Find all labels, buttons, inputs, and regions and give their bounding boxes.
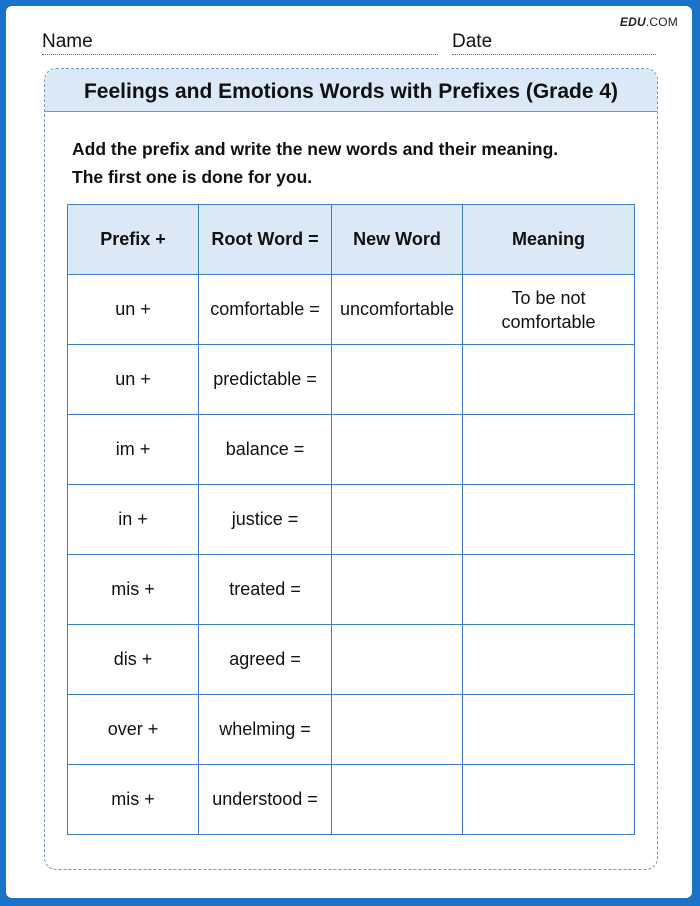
- meaning-input[interactable]: [463, 555, 635, 625]
- meaning-input[interactable]: [463, 345, 635, 415]
- table-row: [68, 765, 635, 835]
- new-word-input[interactable]: [332, 415, 463, 485]
- prefix-cell: mis +: [68, 555, 199, 625]
- table-row: [68, 485, 635, 555]
- new-word-input[interactable]: [332, 345, 463, 415]
- meaning-input[interactable]: [463, 485, 635, 555]
- date-label: Date: [452, 31, 493, 52]
- prefix-cell: un +: [68, 275, 199, 345]
- root-word-cell: predictable =: [199, 345, 332, 415]
- name-field[interactable]: [42, 30, 438, 55]
- table-row: [68, 555, 635, 625]
- new-word-input[interactable]: [332, 695, 463, 765]
- date-field[interactable]: [452, 30, 656, 55]
- brand-logo: EDU.COM: [619, 15, 678, 29]
- worksheet-card: [44, 68, 658, 870]
- meaning-input[interactable]: [463, 765, 635, 835]
- root-word-cell: justice =: [199, 485, 332, 555]
- worksheet-title: Feelings and Emotions Words with Prefixes (Grade 4): [45, 69, 657, 112]
- meaning-line-2: comfortable: [501, 311, 596, 332]
- prefix-table: [67, 204, 635, 835]
- table-row: [68, 275, 635, 345]
- new-word-input[interactable]: [332, 765, 463, 835]
- meaning-input[interactable]: [463, 625, 635, 695]
- header-meaning: Meaning: [463, 205, 635, 275]
- root-word-cell: comfortable =: [199, 275, 332, 345]
- instructions: [72, 135, 642, 191]
- prefix-cell: over +: [68, 695, 199, 765]
- new-word-input[interactable]: [332, 485, 463, 555]
- meaning-line-1: To be not: [511, 287, 586, 308]
- prefix-cell: im +: [68, 415, 199, 485]
- header-prefix: Prefix +: [68, 205, 199, 275]
- worksheet-page: [6, 6, 692, 898]
- instructions-line-2: The first one is done for you.: [72, 167, 313, 187]
- root-word-cell: balance =: [199, 415, 332, 485]
- prefix-cell: mis +: [68, 765, 199, 835]
- table-row: [68, 415, 635, 485]
- meaning-input[interactable]: [463, 695, 635, 765]
- table-row: [68, 625, 635, 695]
- prefix-cell: dis +: [68, 625, 199, 695]
- header-root-word: Root Word =: [199, 205, 332, 275]
- new-word-input[interactable]: [332, 625, 463, 695]
- meaning-input[interactable]: [463, 415, 635, 485]
- table-header-row: [68, 205, 635, 275]
- root-word-cell: treated =: [199, 555, 332, 625]
- name-label: Name: [42, 31, 93, 52]
- meaning-cell: [463, 275, 635, 345]
- prefix-cell: un +: [68, 345, 199, 415]
- root-word-cell: understood =: [199, 765, 332, 835]
- table-row: [68, 695, 635, 765]
- table-row: [68, 345, 635, 415]
- new-word-cell: uncomfortable: [332, 275, 463, 345]
- root-word-cell: agreed =: [199, 625, 332, 695]
- root-word-cell: whelming =: [199, 695, 332, 765]
- header-new-word: New Word: [332, 205, 463, 275]
- new-word-input[interactable]: [332, 555, 463, 625]
- prefix-cell: in +: [68, 485, 199, 555]
- instructions-line-1: Add the prefix and write the new words and their meaning.: [72, 139, 559, 159]
